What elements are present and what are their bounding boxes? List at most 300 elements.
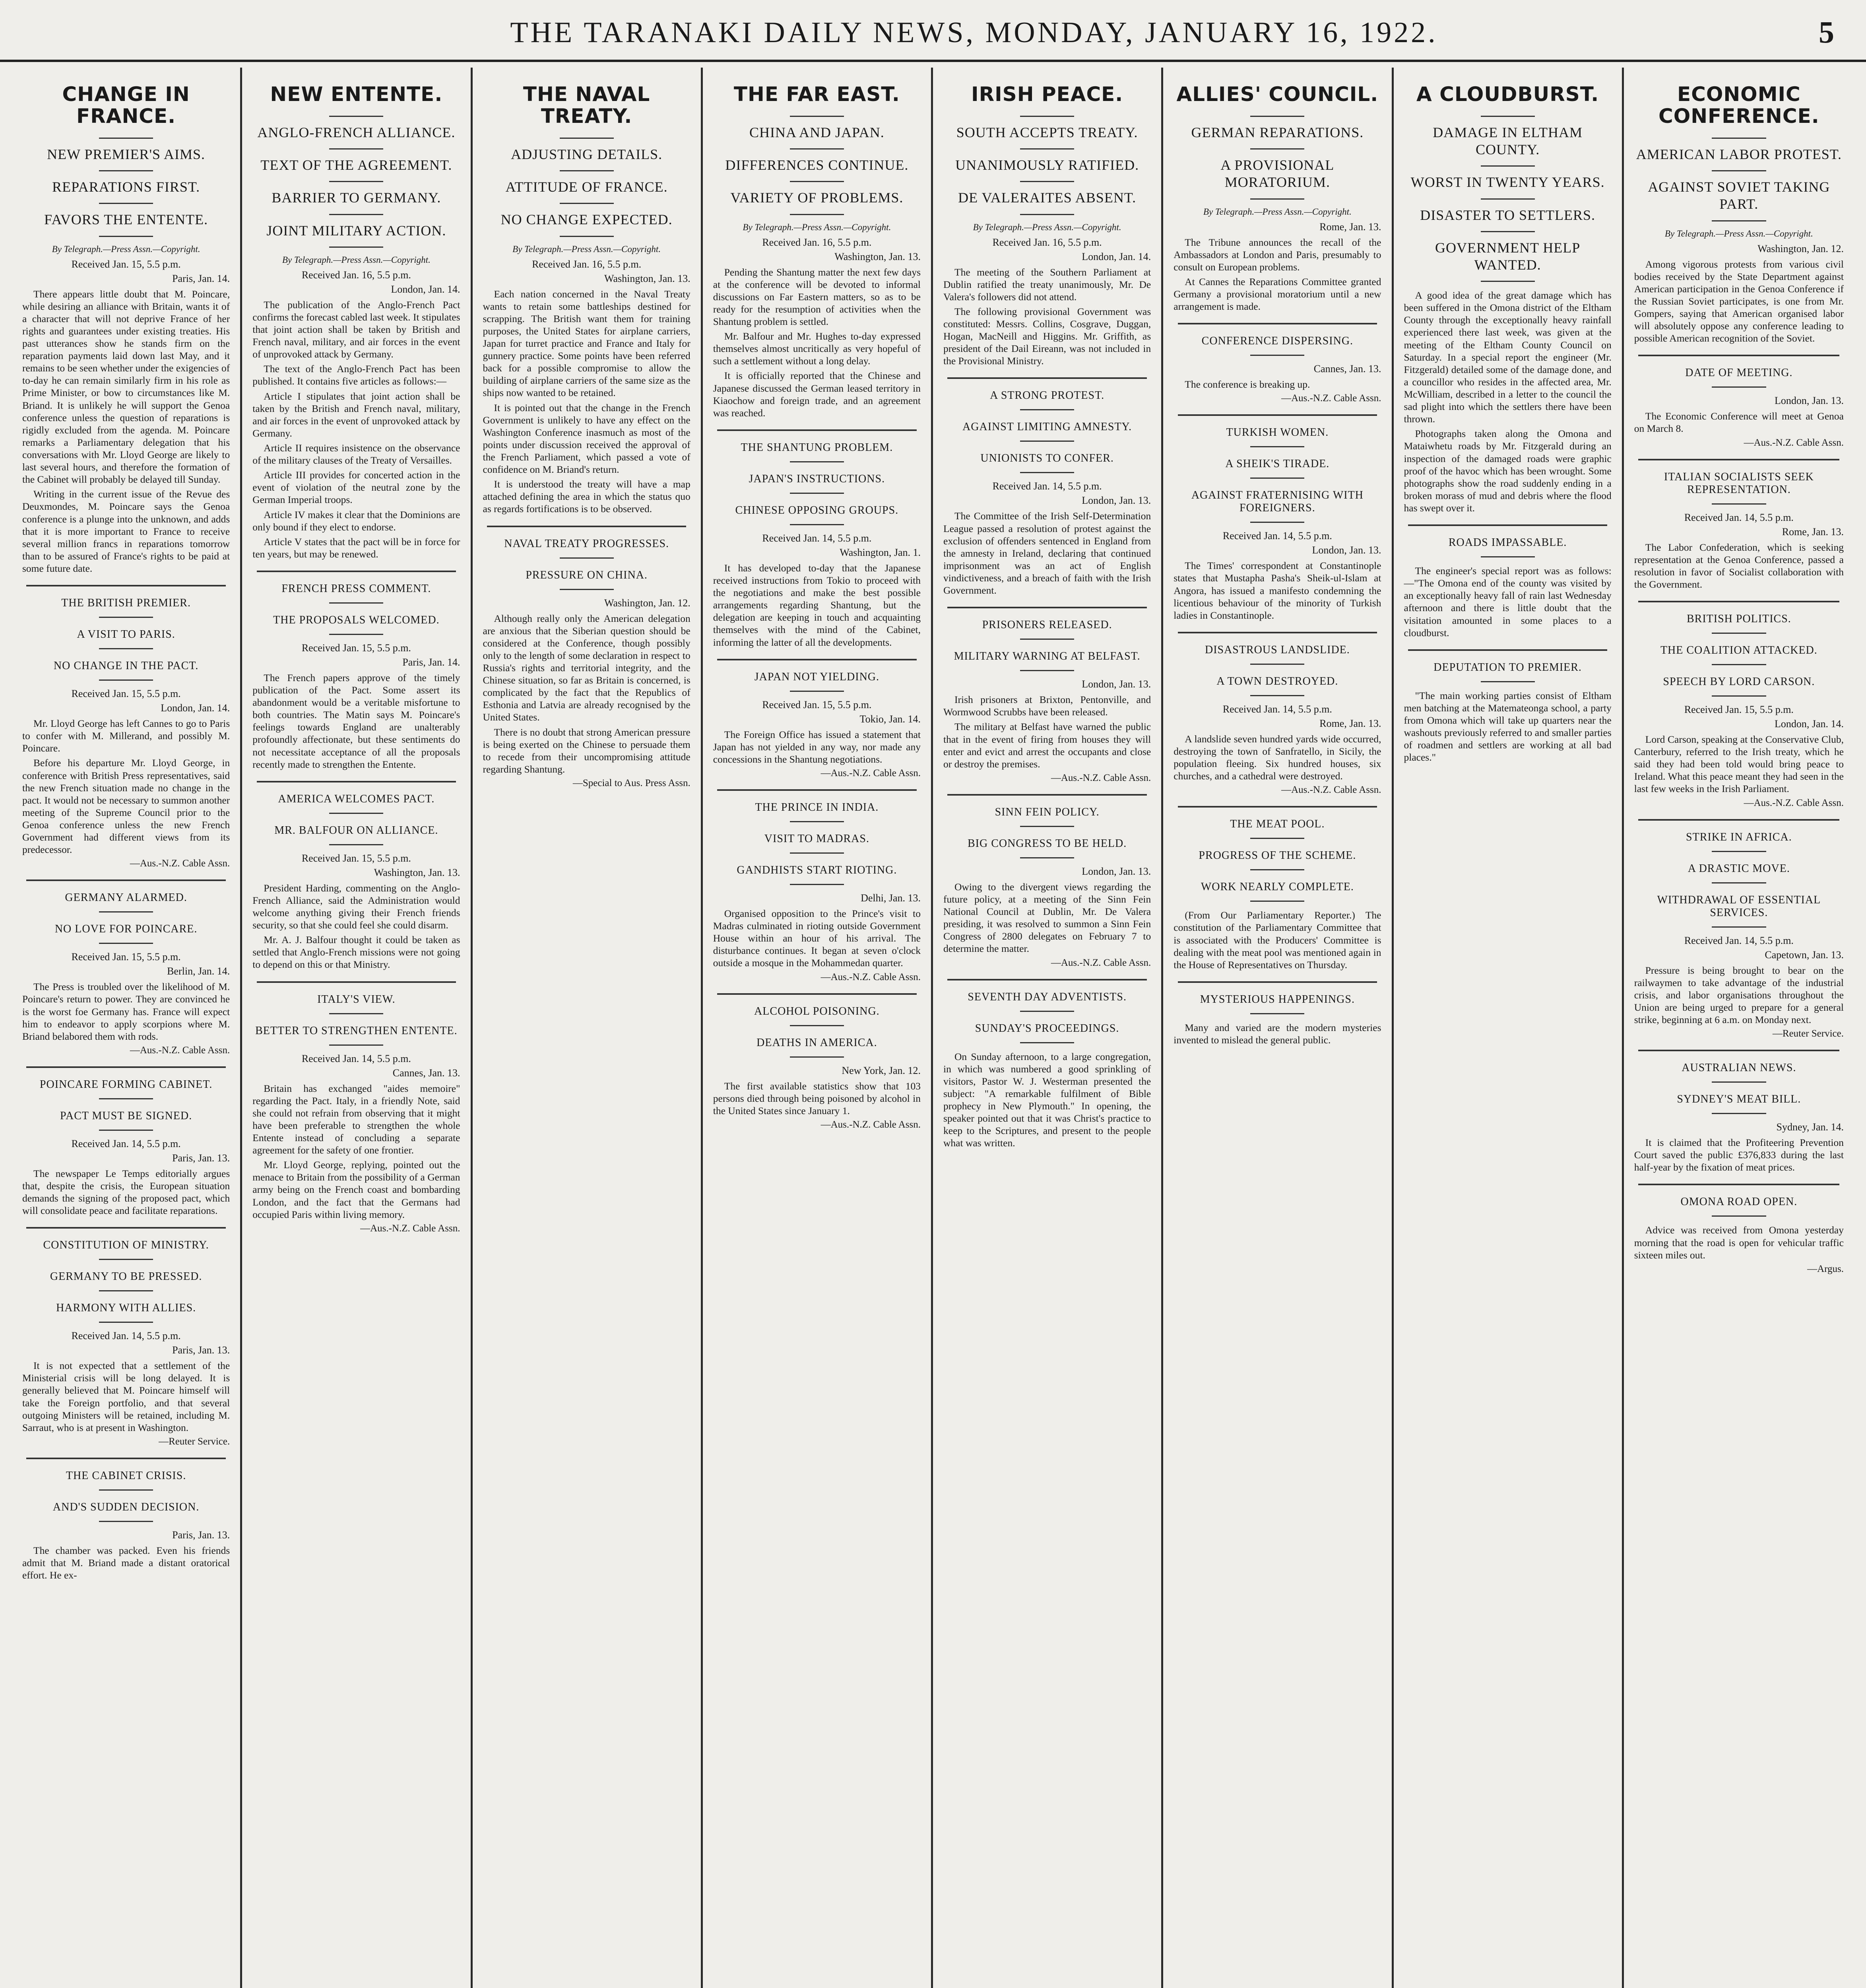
section-headline: STRIKE IN AFRICA. bbox=[1686, 831, 1792, 843]
section-headline: ALCOHOL POISONING. bbox=[754, 1005, 880, 1017]
section-rule bbox=[1178, 414, 1377, 416]
section-paragraph: The Foreign Office has issued a statement that Japan has not yielded in any way, nor made any concessions in the Shantung negotiations. bbox=[713, 728, 921, 765]
deck-rule bbox=[790, 214, 844, 215]
section-headline: CONFERENCE DISPERSING. bbox=[1201, 335, 1354, 348]
section-rule bbox=[26, 1066, 225, 1068]
section-rule bbox=[947, 979, 1146, 980]
article-headline: ALLIES' COUNCIL. bbox=[1176, 83, 1379, 106]
deck-rule bbox=[99, 236, 153, 237]
article-deck: JOINT MILITARY ACTION. bbox=[266, 222, 446, 239]
deck-rule bbox=[1250, 198, 1304, 200]
deck-rule bbox=[1020, 472, 1074, 473]
section-credit: —Aus.-N.Z. Cable Assn. bbox=[130, 858, 230, 869]
section-dateline: London, Jan. 14. bbox=[1774, 718, 1844, 730]
section-credit: —Reuter Service. bbox=[1772, 1028, 1844, 1039]
section-dateline: Rome, Jan. 13. bbox=[1782, 526, 1844, 538]
section-paragraph: Owing to the divergent views regarding the future policy, at a meeting of the Sinn Fein National Council at Dublin, Mr. De Valera presiding, it was resolved to summon a Sinn Fein Congress of 2800 delegates on February 7 to determine the matter. bbox=[943, 881, 1151, 955]
section-paragraph: The Press is troubled over the likelihood of M. Poincare's return to power. They are convinced he is the worst foe Germany has. France will expect him to endeavor to apply scorpions where M. Briand belabored them with rods. bbox=[22, 981, 230, 1042]
section-headline: SINN FEIN POLICY. bbox=[995, 806, 1100, 818]
article-paragraph: Article I stipulates that joint action shall be taken by the British and French naval, military, and air forces in the event of unprovoked attack by Germany. bbox=[252, 390, 460, 439]
deck-rule bbox=[560, 203, 614, 204]
deck-rule bbox=[1020, 639, 1074, 640]
section-headline: POINCARE FORMING CABINET. bbox=[39, 1078, 213, 1091]
deck-rule bbox=[790, 181, 844, 182]
deck-rule bbox=[790, 821, 844, 822]
article-deck: AGAINST SOVIET TAKING PART. bbox=[1648, 179, 1830, 212]
deck-rule bbox=[1712, 882, 1766, 883]
section-dateline: Paris, Jan. 13. bbox=[172, 1344, 230, 1356]
headline-rule bbox=[1712, 138, 1766, 139]
section-deck: WITHDRAWAL OF ESSENTIAL SERVICES. bbox=[1657, 893, 1821, 919]
deck-rule bbox=[1481, 556, 1535, 557]
section-received: Received Jan. 15, 5.5 p.m. bbox=[301, 642, 411, 654]
deck-rule bbox=[1481, 281, 1535, 282]
article-paragraph: It is officially reported that the Chinese and Japanese discussed the German leased territory in Kiaochow and foreign trade, and an agreement was reached. bbox=[713, 370, 921, 419]
article-paragraph: The following provisional Government was constituted: Messrs. Collins, Cosgrave, Duggan, Hogan, MacNeill and Higgins. Mr. Griffith, as president of the Dail Eireann, was not included in the Provisional Ministry. bbox=[943, 305, 1151, 367]
article-paragraph: At Cannes the Reparations Committee granted Germany a provisional moratorium until a new arrangement is made. bbox=[1174, 276, 1381, 313]
deck-rule bbox=[560, 236, 614, 237]
deck-rule bbox=[560, 557, 614, 559]
article-deck: TEXT OF THE AGREEMENT. bbox=[260, 157, 452, 173]
section-credit: —Aus.-N.Z. Cable Assn. bbox=[820, 971, 921, 982]
column-2 bbox=[242, 68, 472, 1988]
section-deck: VISIT TO MADRAS. bbox=[764, 832, 869, 845]
section-rule bbox=[1178, 632, 1377, 633]
section-received: Received Jan. 14, 5.5 p.m. bbox=[1222, 530, 1332, 542]
section-headline: JAPAN NOT YIELDING. bbox=[754, 670, 880, 683]
section-headline: CONSTITUTION OF MINISTRY. bbox=[43, 1239, 209, 1252]
deck-rule bbox=[1250, 869, 1304, 870]
article-received: Received Jan. 15, 5.5 p.m. bbox=[71, 258, 181, 270]
section-received: Received Jan. 14, 5.5 p.m. bbox=[71, 1138, 181, 1149]
column-8 bbox=[1624, 68, 1854, 1988]
article-paragraph: Article III provides for concerted action in the event of violation of the neutral zone by the German Imperial troops. bbox=[252, 469, 460, 506]
article-deck: GERMAN REPARATIONS. bbox=[1191, 124, 1364, 140]
section-headline: FRENCH PRESS COMMENT. bbox=[281, 582, 431, 595]
deck-rule bbox=[1250, 901, 1304, 902]
deck-rule bbox=[1250, 148, 1304, 149]
article-deck: BARRIER TO GERMANY. bbox=[272, 190, 441, 206]
article-dateline: London, Jan. 14. bbox=[391, 283, 460, 295]
article-deck: GOVERNMENT HELP WANTED. bbox=[1435, 239, 1581, 273]
deck-rule bbox=[1712, 633, 1766, 634]
deck-rule bbox=[790, 691, 844, 692]
article-paragraph: The Tribune announces the recall of the Ambassadors at London and Paris, presumably to consult on European problems. bbox=[1174, 236, 1381, 273]
section-headline: DEPUTATION TO PREMIER. bbox=[1433, 661, 1582, 674]
article-paragraph: The publication of the Anglo-French Pact confirms the forecast cabled last week. It stipulates that joint action shall be taken by British and French naval, military, and air forces in the event of unprovoked attack by Germany. bbox=[252, 299, 460, 360]
section-deck: PACT MUST BE SIGNED. bbox=[60, 1109, 192, 1122]
deck-rule bbox=[1020, 1011, 1074, 1012]
section-rule bbox=[947, 794, 1146, 796]
section-paragraph: Pressure is being brought to bear on the railwaymen to take advantage of the industrial crisis, and labor organisations throughout the Union are being urged to prepare for a general strike, beginning at 6 a.m. on Monday next. bbox=[1634, 964, 1844, 1025]
section-paragraph: The chamber was packed. Even his friends admit that M. Briand made a distant oratorical effort. He ex- bbox=[22, 1544, 230, 1581]
section-rule bbox=[1178, 323, 1377, 324]
section-deck: GANDHISTS START RIOTING. bbox=[737, 864, 897, 876]
section-headline: BRITISH POLITICS. bbox=[1686, 612, 1791, 625]
deck-rule bbox=[99, 943, 153, 944]
headline-rule bbox=[1250, 116, 1304, 117]
deck-rule bbox=[790, 1056, 844, 1058]
section-rule bbox=[26, 1458, 225, 1459]
section-deck: WORK NEARLY COMPLETE. bbox=[1201, 881, 1354, 893]
section-paragraph: It has developed to-day that the Japanese received instructions from Tokio to proceed with the negotiations and make the best possible arrangements regarding Shantung, but the delegation are keeping in touch and acquainting themselves with the mind of the Cabinet, informing the latter of all the developments. bbox=[713, 562, 921, 648]
deck-rule bbox=[1481, 198, 1535, 200]
deck-rule bbox=[1020, 214, 1074, 215]
article-deck: FAVORS THE ENTENTE. bbox=[44, 212, 208, 228]
section-deck: NO LOVE FOR POINCARE. bbox=[54, 923, 198, 936]
section-rule bbox=[717, 993, 916, 995]
section-deck: A DRASTIC MOVE. bbox=[1688, 862, 1790, 875]
article-deck: ATTITUDE OF FRANCE. bbox=[505, 179, 668, 195]
section-deck: MR. BALFOUR ON ALLIANCE. bbox=[274, 824, 438, 837]
section-paragraph: The conference is breaking up. bbox=[1185, 379, 1310, 390]
deck-rule bbox=[99, 911, 153, 912]
article-dateline: Washington, Jan. 12. bbox=[1757, 243, 1844, 254]
section-dateline: Paris, Jan. 14. bbox=[402, 656, 460, 668]
deck-rule bbox=[790, 493, 844, 494]
section-dateline: Paris, Jan. 13. bbox=[172, 1152, 230, 1164]
section-dateline: Cannes, Jan. 13. bbox=[392, 1067, 460, 1079]
section-deck: BIG CONGRESS TO BE HELD. bbox=[968, 837, 1127, 850]
section-headline: THE PRINCE IN INDIA. bbox=[755, 801, 879, 813]
deck-rule bbox=[1250, 1013, 1304, 1014]
section-headline: OMONA ROAD OPEN. bbox=[1680, 1196, 1798, 1208]
article-deck: DISASTER TO SETTLERS. bbox=[1420, 207, 1595, 223]
section-headline: GERMANY ALARMED. bbox=[65, 891, 187, 904]
deck-rule bbox=[790, 852, 844, 854]
article-byline: By Telegraph.—Press Assn.—Copyright. bbox=[1664, 228, 1813, 239]
section-headline: ROADS IMPASSABLE. bbox=[1448, 536, 1567, 549]
section-deck: A VISIT TO PARIS. bbox=[77, 628, 175, 641]
article-paragraph: Article II requires insistence on the observance of the military clauses of the Treaty of Versailles. bbox=[252, 442, 460, 466]
article-deck: NEW PREMIER'S AIMS. bbox=[47, 146, 206, 162]
section-deck: A TOWN DESTROYED. bbox=[1216, 675, 1338, 687]
deck-rule bbox=[99, 170, 153, 171]
section-rule bbox=[1638, 355, 1839, 356]
section-headline: THE BRITISH PREMIER. bbox=[61, 597, 191, 610]
article-paragraph: It is understood the treaty will have a map attached defining the area in which the status quo as regards fortifications is to be observed. bbox=[483, 478, 691, 515]
deck-rule bbox=[99, 648, 153, 649]
section-deck: GERMANY TO BE PRESSED. bbox=[50, 1270, 202, 1283]
section-paragraph: Lord Carson, speaking at the Conservative Club, Canterbury, referred to the Irish treaty, which he said they had been told would bring peace to Ireland. What this peace meant they had seen in the last few weeks in the Irish Parliament. bbox=[1634, 733, 1844, 795]
section-rule bbox=[487, 526, 686, 527]
article-dateline: London, Jan. 14. bbox=[1082, 250, 1151, 262]
deck-rule bbox=[1020, 857, 1074, 858]
deck-rule bbox=[329, 844, 383, 845]
article-byline: By Telegraph.—Press Assn.—Copyright. bbox=[282, 254, 431, 265]
section-deck: PRESSURE ON CHINA. bbox=[526, 569, 648, 581]
article-received: Received Jan. 16, 5.5 p.m. bbox=[301, 269, 411, 281]
section-paragraph: "The main working parties consist of Eltham men batching at the Matemateonga school, a party from Omona which will take up quarters near the washouts previously referred to and smaller parties of roadmen and settlers are working at all bad places." bbox=[1404, 689, 1612, 763]
deck-rule bbox=[1250, 446, 1304, 447]
section-paragraph: The engineer's special report was as follows:—"The Omona end of the county was visited by an exceptionally heavy fall of rain last Wednesday afternoon and there is little doubt that the visitation amounted in some places to a cloudburst. bbox=[1404, 565, 1612, 639]
section-credit: —Aus.-N.Z. Cable Assn. bbox=[1744, 797, 1844, 808]
section-headline: DATE OF MEETING. bbox=[1685, 367, 1793, 379]
article-received: Received Jan. 16, 5.5 p.m. bbox=[762, 236, 872, 248]
article-byline: By Telegraph.—Press Assn.—Copyright. bbox=[743, 222, 891, 232]
deck-rule bbox=[99, 1259, 153, 1260]
deck-rule bbox=[329, 148, 383, 149]
section-rule bbox=[1638, 459, 1839, 460]
section-dateline: Capetown, Jan. 13. bbox=[1765, 949, 1844, 961]
deck-rule bbox=[1481, 681, 1535, 682]
article-deck: CHINA AND JAPAN. bbox=[749, 124, 885, 140]
article-headline: THE FAR EAST. bbox=[733, 83, 900, 106]
section-dateline: Berlin, Jan. 14. bbox=[167, 965, 230, 977]
section-paragraph: The Economic Conference will meet at Genoa on March 8. bbox=[1634, 410, 1844, 435]
section-headline: THE MEAT POOL. bbox=[1230, 818, 1325, 831]
headline-rule bbox=[1020, 116, 1074, 117]
section-deck: CHINESE OPPOSING GROUPS. bbox=[735, 504, 899, 516]
section-paragraph: The military at Belfast have warned the public that in the event of firing from houses they will enter and evict and arrest the occupants and close or destroy the premises. bbox=[943, 721, 1151, 770]
deck-rule bbox=[790, 524, 844, 525]
section-rule bbox=[1408, 649, 1607, 651]
section-paragraph: It is claimed that the Profiteering Prevention Court saved the public £376,833 during the last half-year by the fixation of meat prices. bbox=[1634, 1137, 1844, 1173]
newspaper-title: THE TARANAKI DAILY NEWS, MONDAY, JANUARY 16, 1922. bbox=[510, 16, 1438, 49]
deck-rule bbox=[1020, 409, 1074, 410]
article-paragraph: Photographs taken along the Omona and Mataiwhetu roads by Mr. Fitzgerald during an inspection of the damaged roads were graphic proof of the havoc which has been wrought. Some photographs show the road suddenly ending in a broken morass of mud and debris where the flood has swept over it. bbox=[1404, 428, 1612, 514]
section-deck: AGAINST LIMITING AMNESTY. bbox=[962, 421, 1132, 433]
section-rule bbox=[1408, 524, 1607, 526]
section-paragraph: Although really only the American delegation are anxious that the Siberian question should be considered at the Conference, though possibly only to the length of some declaration in respect to Russia's rights and territorial integrity, and the Chinese situation, so far as Britain is concerned, is complicated by the fact that the Republics of Esthonia and Latvia are already recognised by the United States. bbox=[483, 612, 691, 723]
section-rule bbox=[947, 377, 1146, 379]
article-paragraph: Pending the Shantung matter the next few days at the conference will be devoted to informal discussions on Far Eastern matters, so as to be ready for the resumption of activities when the Shantung problem is settled. bbox=[713, 266, 921, 327]
deck-rule bbox=[329, 214, 383, 215]
section-received: Received Jan. 14, 5.5 p.m. bbox=[992, 480, 1102, 492]
section-paragraph: The newspaper Le Temps editorially argues that, despite the crisis, the European situation demands the signing of the proposed pact, which will consolidate peace and facilitate reparations. bbox=[22, 1167, 230, 1217]
deck-rule bbox=[1712, 1081, 1766, 1083]
section-headline: A STRONG PROTEST. bbox=[990, 389, 1105, 402]
section-headline: AMERICA WELCOMES PACT. bbox=[278, 792, 435, 805]
section-paragraph: The first available statistics show that 103 persons died through being poisoned by alcohol in the United States since January 1. bbox=[713, 1080, 921, 1116]
section-paragraph: Before his departure Mr. Lloyd George, in conference with British Press representatives, said the new French situation made no change in the pact. It would not be necessary to summon another meeting of the Supreme Council prior to the Genoa conference unless the new French Government had different views from its predecessor. bbox=[22, 757, 230, 856]
deck-rule bbox=[1481, 231, 1535, 232]
deck-rule bbox=[99, 1521, 153, 1522]
deck-rule bbox=[329, 602, 383, 604]
section-deck: BETTER TO STRENGTHEN ENTENTE. bbox=[255, 1024, 458, 1037]
deck-rule bbox=[1020, 670, 1074, 671]
masthead bbox=[0, 0, 1866, 62]
article-headline: A CLOUDBURST. bbox=[1416, 83, 1599, 106]
deck-rule bbox=[1250, 695, 1304, 696]
section-deck: SYDNEY'S MEAT BILL. bbox=[1677, 1093, 1801, 1106]
section-credit: —Aus.-N.Z. Cable Assn. bbox=[1051, 772, 1151, 783]
section-received: Received Jan. 15, 5.5 p.m. bbox=[762, 699, 872, 711]
article-paragraph: The text of the Anglo-French Pact has been published. It contains five articles as follows:— bbox=[252, 363, 460, 387]
deck-rule bbox=[99, 1489, 153, 1491]
section-headline: PRISONERS RELEASED. bbox=[982, 619, 1112, 631]
section-paragraph: (From Our Parliamentary Reporter.) The constitution of the Parliamentary Committee that is associated with the Producers' Committee is dealing with the meat pool was mentioned again in the House of Representatives on Thursday. bbox=[1174, 909, 1381, 971]
section-received: Received Jan. 14, 5.5 p.m. bbox=[762, 532, 872, 544]
column-5 bbox=[933, 68, 1163, 1988]
deck-rule bbox=[1020, 148, 1074, 149]
section-headline: AUSTRALIAN NEWS. bbox=[1682, 1062, 1796, 1074]
headline-rule bbox=[99, 138, 153, 139]
section-paragraph: The French papers approve of the timely publication of the Pact. Some assert its abandonment would be a veritable misfortune to both countries. The Matin says M. Poincare's feelings towards England are unalterably profoundly affectionate, but these sentiments do not necessitate acceptance of all the proposals recently made to strengthen the Entente. bbox=[252, 672, 460, 770]
article-dateline: Paris, Jan. 14. bbox=[172, 272, 230, 284]
section-credit: —Aus.-N.Z. Cable Assn. bbox=[1281, 784, 1381, 796]
article-deck: A PROVISIONAL MORATORIUM. bbox=[1220, 157, 1335, 190]
section-dateline: London, Jan. 13. bbox=[1312, 544, 1381, 556]
section-received: Received Jan. 15, 5.5 p.m. bbox=[71, 951, 181, 963]
deck-rule bbox=[1481, 165, 1535, 167]
deck-rule bbox=[99, 203, 153, 204]
section-paragraph: Many and varied are the modern mysteries invented to mislead the general public. bbox=[1174, 1021, 1381, 1046]
section-rule bbox=[26, 585, 225, 586]
article-headline: THE NAVAL TREATY. bbox=[523, 83, 650, 128]
article-headline: NEW ENTENTE. bbox=[270, 83, 443, 106]
section-paragraph: Advice was received from Omona yesterday morning that the road is open for vehicular traffic sixteen miles out. bbox=[1634, 1224, 1844, 1261]
section-received: Received Jan. 14, 5.5 p.m. bbox=[71, 1330, 181, 1342]
deck-rule bbox=[1712, 503, 1766, 505]
section-received: Received Jan. 14, 5.5 p.m. bbox=[1222, 703, 1332, 715]
page-number: 5 bbox=[1819, 15, 1834, 49]
section-paragraph: It is not expected that a settlement of the Ministerial crisis will be long delayed. It is generally believed that M. Poincare himself will take the Foreign portfolio, and that several outgoing Ministers will be retained, including M. Sarraut, who is at present in Washington. bbox=[22, 1360, 230, 1433]
article-received: Received Jan. 16, 5.5 p.m. bbox=[992, 236, 1102, 248]
section-headline: DISASTROUS LANDSLIDE. bbox=[1205, 643, 1350, 656]
article-paragraph: Each nation concerned in the Naval Treaty wants to retain some battleships destined for scrapping. The British want them for training purposes, the United States for airplane carriers, Japan for turret practice and France and Italy for gunnery practice. Some points have been referred back for a possible compromise to allow the building of airplane carriers of the same size as the ships now wanted to be retained. bbox=[483, 288, 691, 399]
article-paragraph: Writing in the current issue of the Revue des Deuxmondes, M. Poincare says the Genoa conference is a plunge into the unknown, and adds that it is more important to France to receive several million francs in reparations tomorrow than to be assured of France's rights to be paid at some future date. bbox=[22, 488, 230, 574]
deck-rule bbox=[1250, 838, 1304, 839]
section-headline: THE CABINET CRISIS. bbox=[66, 1469, 186, 1482]
section-paragraph: Mr. A. J. Balfour thought it could be taken as settled that Anglo-French missions were not going to depend on this or that Ministry. bbox=[252, 934, 460, 971]
section-headline: TURKISH WOMEN. bbox=[1226, 426, 1329, 439]
deck-rule bbox=[329, 813, 383, 814]
article-paragraph: Article V states that the pact will be in force for ten years, but may be renewed. bbox=[252, 536, 460, 560]
article-deck: SOUTH ACCEPTS TREATY. bbox=[956, 124, 1138, 140]
article-dateline: Washington, Jan. 13. bbox=[834, 250, 921, 262]
section-headline: ITALY'S VIEW. bbox=[317, 993, 396, 1006]
section-credit: —Aus.-N.Z. Cable Assn. bbox=[360, 1223, 460, 1234]
deck-rule bbox=[560, 170, 614, 171]
column-4 bbox=[703, 68, 933, 1988]
section-dateline: Washington, Jan. 13. bbox=[374, 866, 460, 878]
section-rule bbox=[947, 607, 1146, 608]
section-credit: —Aus.-N.Z. Cable Assn. bbox=[1744, 437, 1844, 448]
section-paragraph: President Harding, commenting on the Anglo-French Alliance, said the Administration would welcome anything giving their French friends security, so that she could feel she could disarm. bbox=[252, 882, 460, 931]
article-deck: NO CHANGE EXPECTED. bbox=[500, 212, 673, 228]
section-credit: —Aus.-N.Z. Cable Assn. bbox=[820, 1119, 921, 1130]
section-dateline: Cannes, Jan. 13. bbox=[1313, 363, 1381, 375]
article-byline: By Telegraph.—Press Assn.—Copyright. bbox=[52, 244, 200, 254]
column-1 bbox=[12, 68, 242, 1988]
section-paragraph: Organised opposition to the Prince's visit to Madras culminated in rioting outside Government House within an hour of his arrival. The disturbance continues. It began at seven o'clock outside a mosque in the Mohammedan quarter. bbox=[713, 907, 921, 969]
article-paragraph: Article IV makes it clear that the Dominions are only bound if they elect to endorse. bbox=[252, 509, 460, 533]
headline-rule bbox=[790, 116, 844, 117]
article-paragraph: Among vigorous protests from various civil bodies received by the State Department against American participation in the Genoa Conference if the Russian Soviet participates, is one from Mr. Gompers, saying that American organised labor will absolutely oppose any conference leading to possible American recognition of the Soviet. bbox=[1634, 258, 1844, 344]
section-rule bbox=[26, 1227, 225, 1229]
deck-rule bbox=[1020, 1042, 1074, 1043]
article-deck: ADJUSTING DETAILS. bbox=[511, 146, 663, 162]
deck-rule bbox=[1712, 695, 1766, 697]
section-dateline: New York, Jan. 12. bbox=[842, 1064, 921, 1076]
article-deck: DE VALERAITES ABSENT. bbox=[958, 190, 1137, 206]
section-received: Received Jan. 15, 5.5 p.m. bbox=[71, 688, 181, 700]
article-byline: By Telegraph.—Press Assn.—Copyright. bbox=[1203, 206, 1352, 217]
article-paragraph: It is pointed out that the change in the French Government is unlikely to have any effect on the Washington Conference inasmuch as most of the points under discussion received the approval of the French Parliament, which passed a vote of confidence on M. Briand's return. bbox=[483, 402, 691, 476]
section-rule bbox=[257, 571, 456, 572]
section-credit: —Aus.-N.Z. Cable Assn. bbox=[1051, 957, 1151, 968]
section-paragraph: On Sunday afternoon, to a large congregation, in which was numbered a good sprinkling of visitors, Pastor W. J. Westerman presented the subject: "A remarkable fulfilment of Bible prophecy in New Plymouth." In opening, the speaker pointed out that it was Christ's practice to keep to the Scriptures, and present to the people what was written. bbox=[943, 1050, 1151, 1149]
section-deck: PROGRESS OF THE SCHEME. bbox=[1199, 849, 1356, 862]
article-deck: UNANIMOUSLY RATIFIED. bbox=[955, 157, 1139, 173]
deck-rule bbox=[1020, 441, 1074, 442]
deck-rule bbox=[329, 181, 383, 182]
deck-rule bbox=[329, 247, 383, 248]
deck-rule bbox=[790, 884, 844, 885]
section-dateline: London, Jan. 13. bbox=[1082, 678, 1151, 690]
deck-rule bbox=[329, 634, 383, 635]
headline-rule bbox=[329, 116, 383, 117]
section-dateline: Delhi, Jan. 13. bbox=[861, 892, 921, 904]
section-received: Received Jan. 14, 5.5 p.m. bbox=[1684, 934, 1794, 946]
column-3 bbox=[473, 68, 703, 1988]
article-byline: By Telegraph.—Press Assn.—Copyright. bbox=[512, 244, 661, 254]
deck-rule bbox=[1712, 386, 1766, 388]
section-deck: SPEECH BY LORD CARSON. bbox=[1663, 675, 1815, 688]
section-deck: DEATHS IN AMERICA. bbox=[756, 1036, 877, 1049]
deck-rule bbox=[560, 589, 614, 590]
article-deck: ANGLO-FRENCH ALLIANCE. bbox=[257, 124, 456, 140]
article-received: Received Jan. 16, 5.5 p.m. bbox=[532, 258, 642, 270]
section-credit: —Argus. bbox=[1807, 1263, 1844, 1274]
section-dateline: Rome, Jan. 13. bbox=[1319, 717, 1381, 729]
section-dateline: Washington, Jan. 12. bbox=[604, 597, 691, 609]
section-rule bbox=[717, 659, 916, 660]
article-paragraph: Mr. Balfour and Mr. Hughes to-day expressed themselves almost uncritically as very hopeful of such a settlement without a long delay. bbox=[713, 330, 921, 367]
column-6 bbox=[1163, 68, 1393, 1988]
section-deck: A SHEIK'S TIRADE. bbox=[1225, 458, 1330, 470]
deck-rule bbox=[1250, 664, 1304, 665]
article-deck: DAMAGE IN ELTHAM COUNTY. bbox=[1433, 124, 1583, 158]
deck-rule bbox=[1250, 355, 1304, 356]
deck-rule bbox=[1712, 1215, 1766, 1217]
section-rule bbox=[1638, 601, 1839, 602]
section-paragraph: A landslide seven hundred yards wide occurred, destroying the town of Sanfratello, in Sicily, the population fleeing. Six hundred houses, six churches, and a cathedral were destroyed. bbox=[1174, 733, 1381, 782]
section-rule bbox=[1638, 819, 1839, 821]
section-dateline: Tokio, Jan. 14. bbox=[859, 713, 921, 725]
deck-rule bbox=[99, 679, 153, 681]
section-deck: AGAINST FRATERNISING WITH FOREIGNERS. bbox=[1191, 489, 1364, 514]
section-rule bbox=[1178, 806, 1377, 808]
section-credit: —Special to Aus. Press Assn. bbox=[572, 777, 691, 788]
section-rule bbox=[1638, 1050, 1839, 1051]
section-deck: NO CHANGE IN THE PACT. bbox=[53, 660, 199, 672]
section-received: Received Jan. 15, 5.5 p.m. bbox=[301, 852, 411, 864]
section-deck: JAPAN'S INSTRUCTIONS. bbox=[749, 472, 885, 485]
deck-rule bbox=[1712, 851, 1766, 852]
section-deck: HARMONY WITH ALLIES. bbox=[56, 1302, 196, 1314]
deck-rule bbox=[1712, 1113, 1766, 1114]
section-rule bbox=[26, 879, 225, 881]
section-rule bbox=[717, 789, 916, 791]
section-dateline: London, Jan. 13. bbox=[1082, 495, 1151, 507]
section-credit: —Aus.-N.Z. Cable Assn. bbox=[1281, 393, 1381, 404]
article-paragraph: There appears little doubt that M. Poincare, while desiring an alliance with Britain, wants it of a character that will not deprive France of her rights and guarantees under existing treaties. His past utterances show he stands firm on the reparation payments laid down last May, and it remains to be seen whether under the exigencies of to-day he can remain similarly firm in his role as Prime Minister, or bow to circumstances like M. Briand. It is unlikely he will support the Genoa conference unless the question of reparations is rigidly excluded from the agenda. M. Poincare remarks a Parliamentary delegation that his conversations with Mr. Lloyd George are likely to last several hours, and therefore the formation of the Cabinet will probably be delayed till Sunday. bbox=[22, 288, 230, 485]
article-deck: REPARATIONS FIRST. bbox=[52, 179, 200, 195]
article-columns bbox=[12, 68, 1854, 1988]
section-credit: —Aus.-N.Z. Cable Assn. bbox=[820, 767, 921, 779]
headline-rule bbox=[1481, 116, 1535, 117]
section-credit: —Aus.-N.Z. Cable Assn. bbox=[130, 1044, 230, 1056]
deck-rule bbox=[1712, 926, 1766, 928]
section-dateline: Paris, Jan. 13. bbox=[172, 1529, 230, 1541]
article-deck: VARIETY OF PROBLEMS. bbox=[730, 190, 904, 206]
section-headline: SEVENTH DAY ADVENTISTS. bbox=[968, 990, 1127, 1003]
section-received: Received Jan. 14, 5.5 p.m. bbox=[301, 1052, 411, 1064]
deck-rule bbox=[790, 461, 844, 462]
article-deck: WORST IN TWENTY YEARS. bbox=[1410, 174, 1605, 190]
